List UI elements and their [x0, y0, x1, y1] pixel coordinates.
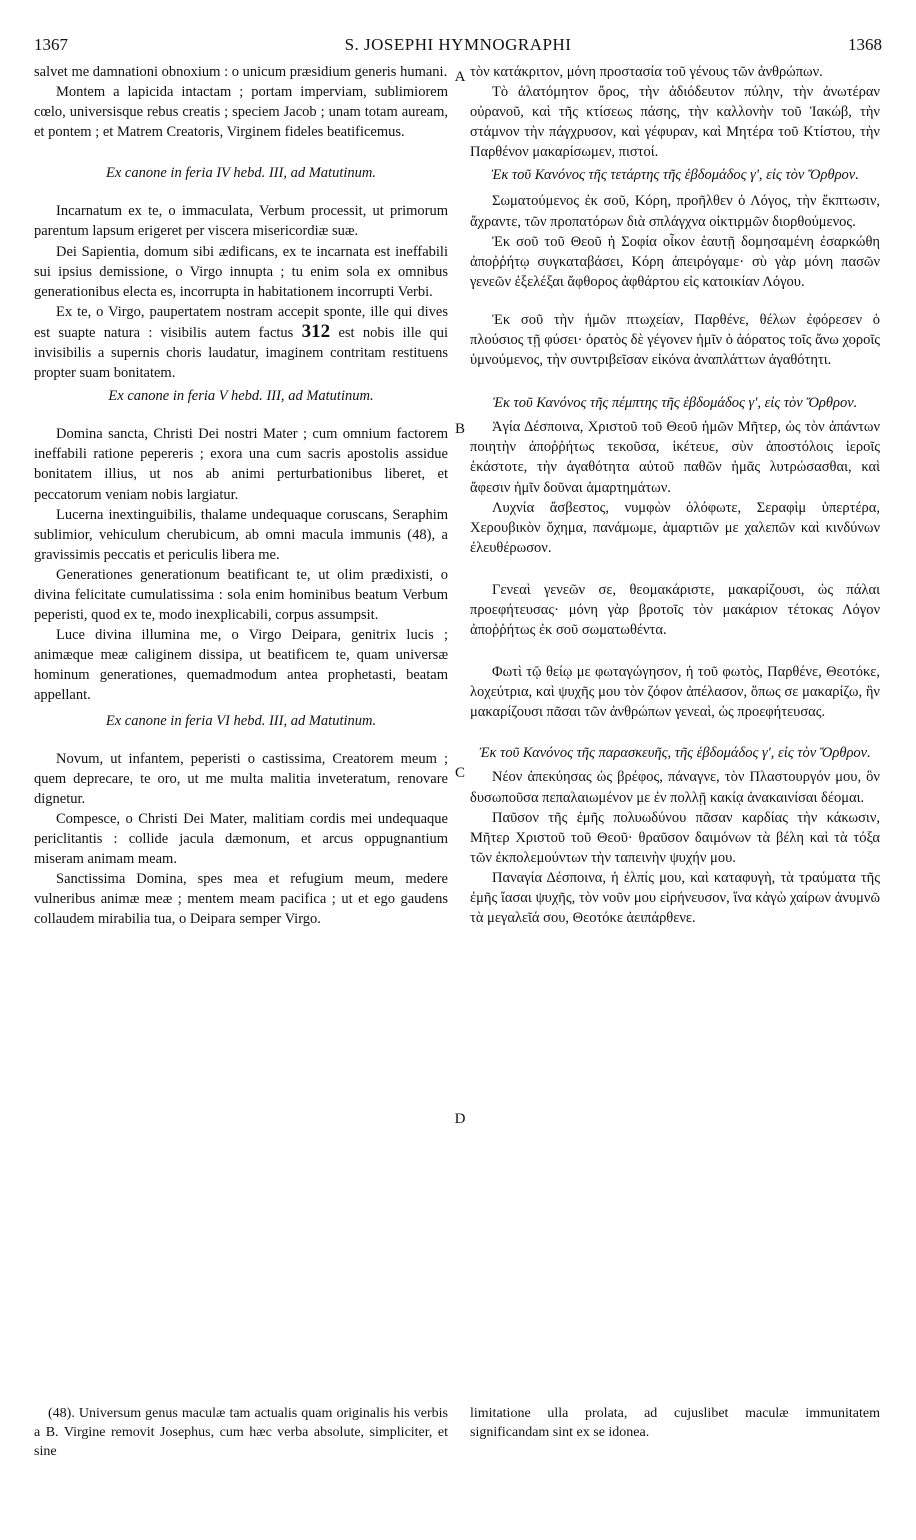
- latin-paragraph: Sanctissima Domina, spes mea et refugium meum, medere vulneribus animæ meæ ; mentem meam pacifica ; ut et ego gaudens collaudem mirabilia tua, o Deipara semper Virgo.: [34, 871, 448, 928]
- latin-paragraph: Domina sancta, Christi Dei nostri Mater ; cum omnium factorem ineffabili ratione pepereris ; exora una cum sacris apostolis assidue bonitatem illius, ut nos ab animi perturbationibus liberet, et peccatorum veniam nobis largiatur.: [34, 426, 448, 503]
- greek-paragraph: Παναγία Δέσποινα, ἡ ἐλπίς μου, καὶ καταφυγὴ, τὰ τραύματα τῆς ἐμῆς ἴασαι ψυχῆς, τὸν νοῦν μου εἰρήνευσον, ἵνα κἀγὼ χαίρων ἀνυμνῶ τὰ μεγαλεῖά σου, Θεοτόκε ἀειπάρθενε.: [470, 869, 880, 927]
- latin-paragraph: Novum, ut infantem, peperisti o castissima, Creatorem meum ; quem deprecare, te oro, ut me multa malitia inveteratum, renovare dignetur.: [34, 750, 448, 807]
- greek-paragraph: τὸν κατάκριτον, μόνη προστασία τοῦ γένους τῶν ἀνθρώπων.: [470, 64, 823, 80]
- footnote-right: [470, 1404, 880, 1442]
- spacer: [34, 731, 448, 749]
- latin-paragraph: Luce divina illumina me, o Virgo Deipara, genitrix lucis ; animæque meæ caliginem dissipa, ut beatificem te, quam universæ hominum generationes, quemadmodum antea prophetasti, beatam appellant.: [34, 627, 448, 704]
- running-header: [34, 34, 882, 56]
- spacer: [470, 640, 880, 662]
- greek-paragraph: Ἐκ σοῦ τοῦ Θεοῦ ἡ Σοφία οἶκον ἑαυτῇ δομησαμένη ἐσαρκώθη ἀποῤῥήτῳ συγκαταβάσει, Κόρη ἀπειρόγαμε· σὺ γὰρ μόνη πασῶν γενεῶν ἐξελέξαι ἄφθορος ἀφθάρτου εἰς κατοικίαν Λόγου.: [470, 233, 880, 290]
- latin-section-heading-1: Ex canone in feria IV hebd. III, ad Matutinum.: [106, 165, 376, 182]
- latin-column: [34, 62, 448, 929]
- greek-column: [470, 62, 880, 928]
- latin-paragraph: Montem a lapicida intactam ; portam imperviam, sublimiorem cœlo, universisque rebus creatis ; speciem Jacob ; unam totam auream, et pontem ; et Matrem Creatoris, Virginem fideles beatificemus.: [34, 84, 448, 141]
- greek-paragraph: Φωτὶ τῷ θείῳ με φωταγώγησον, ἡ τοῦ φωτὸς, Παρθένε, Θεοτόκε, λοχεύτρια, καὶ ψυχῆς μου τὸν ζόφον ἀπέλασον, ὅπως σε μακαρίζω, ἣν μακαρίζουσι πᾶσαι τῶν ἀνθρώπων γενεαὶ, ὡς προεφήτευσας.: [470, 664, 880, 721]
- margin-letter-d: D: [454, 1111, 466, 1127]
- greek-paragraph: Παῦσον τῆς ἐμῆς πολυωδύνου πᾶσαν καρδίας τὴν κάκωσιν, Μῆτερ Χριστοῦ τοῦ Θεοῦ· θραῦσον δαιμόνων τὰ βέλη καὶ τὰ τόξα τῶν ἐκπολεμούντων τὴν ταπεινὴν ψυχήν μου.: [470, 809, 880, 866]
- footnote-text: (48). Universum genus maculæ tam actualis quam originalis his verbis a B. Virgine removit Josephus, cum hæc verba absolute, simpliciter, et sine: [34, 1406, 448, 1459]
- latin-paragraph: Ex te, o Virgo, paupertatem nostram accepit sponte, ille qui dives est suapte natura : visibilis autem factus 312 est nobis ille qui invisibilis a supernis choris laudatur, imaginem contritam restituens propter suam bonitatem.: [34, 303, 449, 382]
- spacer: [34, 183, 448, 201]
- greek-paragraph: Σωματούμενος ἐκ σοῦ, Κόρη, προῆλθεν ὁ Λόγος, τὴν ἔκπτωσιν, ἄχραντε, τῶν προπατόρων διὰ σπλάγχνα οἰκτιρμῶν διορθούμενος.: [470, 193, 880, 230]
- latin-paragraph: Lucerna inextinguibilis, thalame undequaque coruscans, Seraphim sublimior, vehiculum cherubicum, ab omni macula immunis (48), a gravissimis peccatis et periculis libera me.: [34, 506, 448, 563]
- greek-section-heading-3: Ἐκ τοῦ Κανόνος τῆς παρασκευῆς, τῆς ἑβδομάδος γ', εἰς τὸν Ὄρθρον.: [479, 745, 871, 762]
- page-number-left: 1367: [34, 35, 68, 54]
- greek-section-heading-2: Ἐκ τοῦ Κανόνος τῆς πέμπτης τῆς ἑβδομάδος γ', εἰς τὸν Ὄρθρον.: [492, 395, 858, 412]
- greek-paragraph: Λυχνία ἄσβεστος, νυμφὼν ὁλόφωτε, Σεραφὶμ ὑπερτέρα, Χερουβικὸν ὄχημα, πανάμωμε, ἁμαρτιῶν με χαλεπῶν καὶ κινδύνων ἐλευθέρωσον.: [470, 499, 880, 556]
- greek-paragraph: Ἁγία Δέσποινα, Χριστοῦ τοῦ Θεοῦ ἡμῶν Μῆτερ, ὡς τὸν ἁπάντων ποιητὴν ἀποῤῥήτως τεκοῦσα, ἱκέτευε, σὺν ἀποστόλοις ἱεροῖς ἑκάστοτε, τὴν ἀγαθότητα αὐτοῦ παθῶν ἡμᾶς λυτρώσασθαι, καὶ ἄφεσιν ἡμῖν δοῦναι ἁμαρτημάτων.: [470, 419, 880, 496]
- footnote-left: [34, 1404, 448, 1461]
- spacer: [470, 558, 880, 580]
- margin-letter-b: B: [454, 421, 465, 437]
- latin-paragraph: Dei Sapientia, domum sibi ædificans, ex te incarnata est ineffabili sui ipsius demissione, o Virgo innupta ; tu enim sola ex omnibus generationibus electa es, incorrupta in habitationem incorrupti Verbi.: [34, 243, 448, 300]
- spacer: [470, 370, 880, 394]
- column-number: 312: [301, 320, 331, 342]
- margin-letter-c: C: [454, 765, 465, 781]
- page-number-right: 1368: [848, 35, 882, 54]
- spacer: [34, 142, 448, 164]
- latin-paragraph: salvet me damnationi obnoxium : o unicum præsidium generis humani.: [34, 64, 448, 80]
- greek-paragraph: Γενεαὶ γενεῶν σε, θεομακάριστε, μακαρίζουσι, ὡς πάλαι προεφήτευσας· μόνη γὰρ βροτοῖς τὸν μακάριον τέτοκας Λόγον ἀποῤῥήτως ἐκ σοῦ σωματωθέντα.: [470, 581, 880, 639]
- latin-paragraph: Incarnatum ex te, o immaculata, Verbum processit, ut primorum parentum lapsum erigeret per viscera misericordiæ suæ.: [34, 203, 448, 240]
- latin-section-heading-3: Ex canone in feria VI hebd. III, ad Matutinum.: [105, 712, 377, 729]
- latin-paragraph: Compesce, o Christi Dei Mater, malitiam cordis mei undequaque periclitantis : collide jacula dæmonum, et arcus oppugnantium miseram animam meam.: [34, 810, 448, 867]
- greek-paragraph: Ἐκ σοῦ τὴν ἡμῶν πτωχείαν, Παρθένε, θέλων ἐφόρεσεν ὁ πλούσιος τῇ φύσει· ὁρατὸς δὲ γέγονεν ἡμῖν ὁ ἀόρατος τοῖς ἄνω χοροῖς ὑμνούμενος, τὴν συντριβεῖσαν εἰκόνα ἀναπλάττων ἀγαθότητι.: [470, 311, 880, 369]
- spacer: [470, 292, 880, 310]
- greek-section-heading-1: Ἐκ τοῦ Κανόνος τῆς τετάρτης τῆς ἑβδομάδος γ', εἰς τὸν Ὄρθρον.: [491, 167, 859, 184]
- greek-paragraph: Τὸ ἀλατόμητον ὄρος, τὴν ἀδιόδευτον πύλην, τὴν ἀνωτέραν οὐρανοῦ, καὶ τῆς κτίσεως πάσης, τὴν καλλονὴν τοῦ Ἰακώβ, τὴν στάμνον τὴν πάγχρυσον, καὶ γέφυραν, καὶ Μητέρα τοῦ Κτίστου, τὴν Παρθένον μακαρίσωμεν, πιστοί.: [470, 84, 880, 161]
- spacer: [34, 406, 448, 424]
- footnote-text: limitatione ulla prolata, ad cujuslibet maculæ immunitatem significandam sint ex se idonea.: [470, 1406, 880, 1440]
- latin-section-heading-2: Ex canone in feria V hebd. III, ad Matutinum.: [108, 388, 374, 405]
- margin-letter-a: A: [454, 69, 466, 85]
- latin-paragraph: Generationes generationum beatificant te, ut olim prædixisti, o divina felicitate cumulatissima : sola enim hominibus beatum Verbum peperisti, quod ex te, modo inexplicabili, corpus assumpsit.: [34, 566, 448, 624]
- greek-paragraph: Νέον ἀπεκύησας ὡς βρέφος, πάναγνε, τὸν Πλαστουργόν μου, ὃν δυσωποῦσα πεπαλαιωμένον με ἐν πολλῇ κακίᾳ ἀνακαινίσαι δέομαι.: [470, 769, 880, 806]
- running-title: S. JOSEPHI HYMNOGRAPHI: [344, 35, 572, 54]
- spacer: [470, 722, 880, 744]
